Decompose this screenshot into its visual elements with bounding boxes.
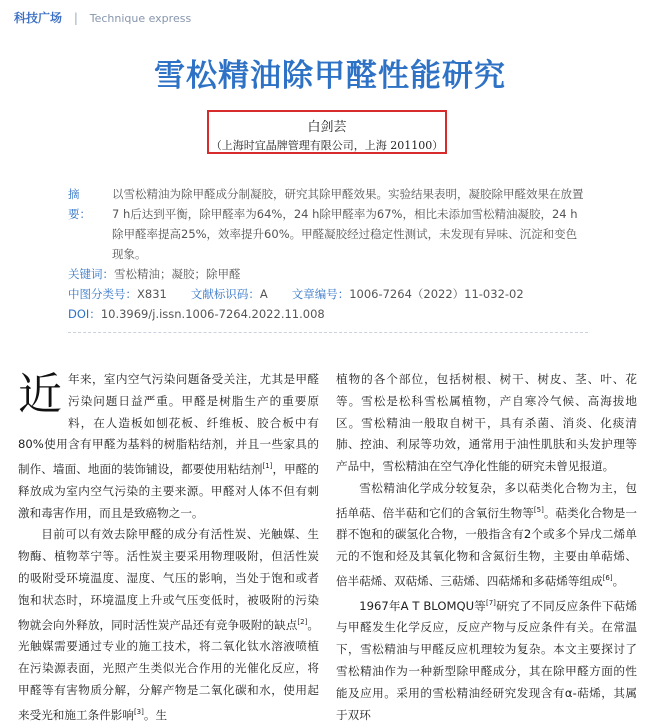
citation: [7] xyxy=(485,598,496,607)
doi-label: DOI： xyxy=(68,307,101,321)
author-affiliation: （上海时宜晶牌管理有限公司，上海 201100） xyxy=(210,139,444,152)
abstract-label: 摘 要： xyxy=(68,187,91,221)
paragraph-text: 研究了不同反应条件下萜烯与甲醛发生化学反应，反应产物与反应条件有关。在常温下，雪松精油与甲醛反应机理较为复杂。本文主要探讨了雪松精油作为一种新型除甲醛成分，其在除甲醛方面的性能及应用。采用的雪松精油经研究发现含有α-萜烯，其属于双环 xyxy=(336,598,637,722)
keywords-text: 雪松精油；凝胶；除甲醛 xyxy=(114,267,241,281)
classification-row xyxy=(68,284,588,304)
citation: [2] xyxy=(297,617,308,626)
body-paragraph: 植物的各个部位，包括树根、树干、树皮、茎、叶、花等。雪松是松科雪松属植物，产自寒冷气候、高海拔地区。雪松精油一般取自树干，具有杀菌、消炎、化痰清肺、控油、利尿等功效，通常用于油性肌肤和头发护理等产品中，雪松精油在空气净化性能的研究未曾见报道。 xyxy=(336,372,637,474)
body-column-right xyxy=(336,369,637,726)
doc-code-label: 文献标识码： xyxy=(190,287,260,301)
paragraph-text: 。 xyxy=(612,573,625,588)
citation: [3] xyxy=(133,707,144,716)
keywords-label: 关键词： xyxy=(68,267,114,281)
clc-value: X831 xyxy=(137,287,167,301)
body-column-left xyxy=(18,369,319,726)
article-number-value: 1006-7264（2022）11-032-02 xyxy=(349,287,524,301)
body-paragraph xyxy=(336,593,637,726)
doi-row xyxy=(68,304,588,324)
article-number-label: 文章编号： xyxy=(291,287,350,301)
body-paragraph xyxy=(18,369,319,524)
paragraph-text: 1967年A T BLOMQU等 xyxy=(359,598,486,613)
clc-label: 中图分类号： xyxy=(68,287,137,301)
drop-cap: 近 xyxy=(18,369,62,420)
body-paragraph xyxy=(18,524,319,726)
author-name: 白剑芸 xyxy=(307,120,347,135)
abstract xyxy=(68,184,588,264)
doc-code-value: A xyxy=(259,287,268,301)
author-box xyxy=(207,110,447,154)
paragraph-text: 雪松精油化学成分较复杂，多以萜类化合物为主，包括单萜、倍半萜和它们的含氧衍生物等 xyxy=(336,480,637,520)
article-title: 雪松精油除甲醛性能研究 xyxy=(154,58,506,94)
paragraph-text: 。萜类化合物是一群不饱和的碳氢化合物，一般指含有2个或多个异戊二烯单元的不饱和烃及其氧化物和含氮衍生物，主要由单萜烯、倍半萜烯、双萜烯、三萜烯、四萜烯和多萜烯等组成 xyxy=(336,505,637,588)
citation: [6] xyxy=(602,574,613,583)
citation: [5] xyxy=(533,505,544,514)
paragraph-text: 目前可以有效去除甲醛的成分有活性炭、光触媒、生物酶、植物萃宁等。活性炭主要采用物理吸附，但活性炭的吸附受环境温度、湿度、气压的影响，当处于饱和或者饱和状态时，环境温度上升或气压变低时，被吸附的污染物就会向外释放，同时活性炭产品还有竞争吸附的缺点 xyxy=(18,527,319,632)
article-metadata xyxy=(68,184,588,324)
paragraph-text: 。生 xyxy=(143,707,168,722)
paragraph-text: 。光触媒需要通过专业的施工技术，将二氧化钛水溶液喷植在污染源表面，光照产生类似光合作用的光催化反应，将甲醛等有害物质分解，分解产物是二氧化碳和水，使用起来受光和施工条件影响 xyxy=(18,617,319,722)
paragraph-text: ，甲醛的释放成为室内空气污染的主要来源。甲醛对人体不但有刺激和毒害作用，而且是致癌物之一。 xyxy=(18,462,319,520)
divider xyxy=(68,332,588,333)
header-separator: | xyxy=(73,11,78,25)
body-paragraph xyxy=(336,478,637,593)
keywords xyxy=(68,264,588,284)
citation: [1] xyxy=(262,462,273,471)
section-name-en: Technique express xyxy=(89,12,192,25)
section-name: 科技广场 xyxy=(14,11,63,25)
abstract-text: 以雪松精油为除甲醛成分制凝胶，研究其除甲醛效果。实验结果表明，凝胶除甲醛效果在放置7 h后达到平衡，除甲醛率为64%，24 h除甲醛率为67%，相比未添加雪松精油凝胶，24 h除甲醛率提高25%，效率提升60%。甲醛凝胶经过稳定性测试，未发现有异味、沉淀和变色现象。 xyxy=(112,187,584,261)
doi-value: 10.3969/j.issn.1006-7264.2022.11.008 xyxy=(100,307,325,321)
section-header xyxy=(14,9,191,26)
paragraph-text: 年来，室内空气污染问题备受关注，尤其是甲醛污染问题日益严重。甲醛是树脂生产的重要原料，在人造板如刨花板、纤维板、胶合板中有80%使用含有甲醛为基料的树脂粘结剂，并且一些家具的制作、墙面、地面的装饰铺设，都要使用粘结剂 xyxy=(18,372,319,477)
